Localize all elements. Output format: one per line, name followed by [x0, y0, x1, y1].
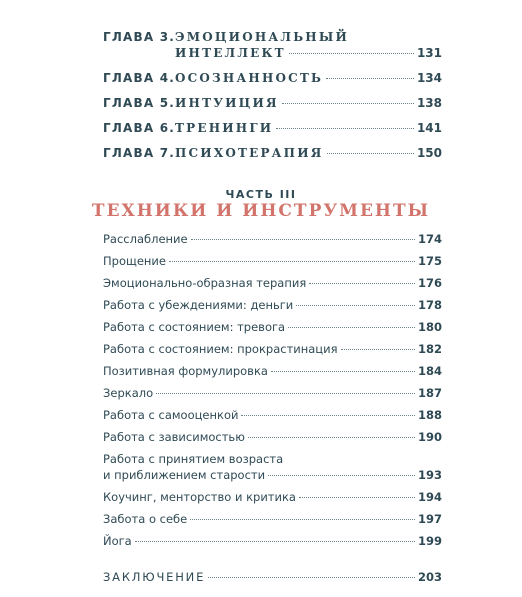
toc-entry-line2	[103, 468, 442, 482]
entry-title-continued: и приближением старости	[103, 468, 266, 482]
dot-leader	[271, 371, 415, 372]
dot-leader	[156, 393, 415, 394]
part-label: ЧАСТЬ III	[225, 188, 297, 201]
page-number: 184	[417, 364, 442, 378]
toc-entry	[103, 490, 442, 504]
entry-title: Работа с принятием возраста	[103, 452, 284, 466]
toc-chapter-7	[103, 146, 442, 160]
toc-conclusion	[103, 570, 442, 584]
dot-leader	[241, 415, 415, 416]
entry-title: Коучинг, менторство и критика	[103, 490, 296, 504]
entry-title: Эмоционально-образная терапия	[103, 276, 307, 290]
page-number: 174	[417, 232, 442, 246]
entry-title: Работа с убеждениями: деньги	[103, 298, 294, 312]
dot-leader	[191, 239, 415, 240]
page-number: 178	[417, 298, 442, 312]
page-number: 182	[417, 342, 442, 356]
dot-leader	[268, 475, 415, 476]
chapter-number: ГЛАВА 5.	[103, 96, 176, 110]
page-number: 188	[417, 408, 442, 422]
entry-title: Работа с состоянием: тревога	[103, 320, 286, 334]
toc-entry	[103, 320, 442, 334]
dot-leader	[169, 261, 415, 262]
page-number: 203	[417, 570, 442, 584]
page-number: 150	[416, 146, 442, 160]
dot-leader	[296, 305, 415, 306]
chapter-title-continued: ИНТЕЛЛЕКТ	[175, 46, 286, 60]
entry-title: Работа с состоянием: прокрастинация	[103, 342, 338, 356]
page-number: 194	[417, 490, 442, 504]
dot-leader	[341, 349, 415, 350]
chapter-number: ГЛАВА 7.	[103, 146, 176, 160]
dot-leader	[135, 541, 415, 542]
page-number: 141	[416, 121, 442, 135]
entry-title: Зеркало	[103, 386, 154, 400]
page-number: 176	[417, 276, 442, 290]
page-number: 131	[416, 46, 442, 60]
chapter-title: ОСОЗНАННОСТЬ	[175, 71, 324, 85]
part-title: ТЕХНИКИ И ИНСТРУМЕНТЫ	[91, 201, 431, 221]
dot-leader	[327, 153, 414, 154]
toc-entry	[103, 364, 442, 378]
toc-chapter-3	[103, 30, 442, 44]
toc-entry-line1	[103, 452, 442, 466]
entry-title: Йога	[103, 534, 132, 548]
entry-title: Прощение	[103, 254, 166, 268]
dot-leader	[288, 327, 415, 328]
entry-title: Забота о себе	[103, 512, 188, 526]
page-number: 199	[417, 534, 442, 548]
dot-leader	[276, 128, 414, 129]
chapter-number: ГЛАВА 6.	[103, 121, 176, 135]
toc-entry	[103, 276, 442, 290]
chapter-title: ИНТУИЦИЯ	[175, 96, 279, 110]
dot-leader	[208, 577, 415, 578]
toc-chapter-5	[103, 96, 442, 110]
toc-entry	[103, 232, 442, 246]
dot-leader	[282, 103, 414, 104]
dot-leader	[309, 283, 415, 284]
toc-entry	[103, 386, 442, 400]
page-number: 197	[417, 512, 442, 526]
conclusion-title: ЗАКЛЮЧЕНИЕ	[103, 570, 206, 584]
toc-chapter-3-line2	[175, 46, 442, 60]
entry-title: Расслабление	[103, 232, 188, 246]
chapter-title: ТРЕНИНГИ	[175, 121, 274, 135]
page-number: 180	[417, 320, 442, 334]
chapter-number: ГЛАВА 4.	[103, 71, 176, 85]
dot-leader	[299, 497, 415, 498]
page-number: 187	[417, 386, 442, 400]
toc-entry	[103, 254, 442, 268]
toc-entry	[103, 408, 442, 422]
entry-title: Позитивная формулировка	[103, 364, 268, 378]
toc-chapter-6	[103, 121, 442, 135]
chapter-number: ГЛАВА 3.	[103, 30, 176, 44]
toc-chapter-4	[103, 71, 442, 85]
page-number: 138	[416, 96, 442, 110]
page-number: 134	[416, 71, 442, 85]
dot-leader	[326, 78, 414, 79]
dot-leader	[190, 519, 415, 520]
chapter-title: ЭМОЦИОНАЛЬНЫЙ	[175, 30, 349, 44]
toc-entry	[103, 430, 442, 444]
page-number: 175	[417, 254, 442, 268]
entry-title: Работа с самооценкой	[103, 408, 239, 422]
chapter-title: ПСИХОТЕРАПИЯ	[175, 146, 324, 160]
toc-entry	[103, 534, 442, 548]
toc-entry	[103, 342, 442, 356]
page-number: 193	[417, 468, 442, 482]
entry-title: Работа с зависимостью	[103, 430, 245, 444]
dot-leader	[248, 437, 415, 438]
toc-entry	[103, 298, 442, 312]
page-number: 190	[417, 430, 442, 444]
dot-leader	[289, 53, 414, 54]
toc-entry	[103, 512, 442, 526]
